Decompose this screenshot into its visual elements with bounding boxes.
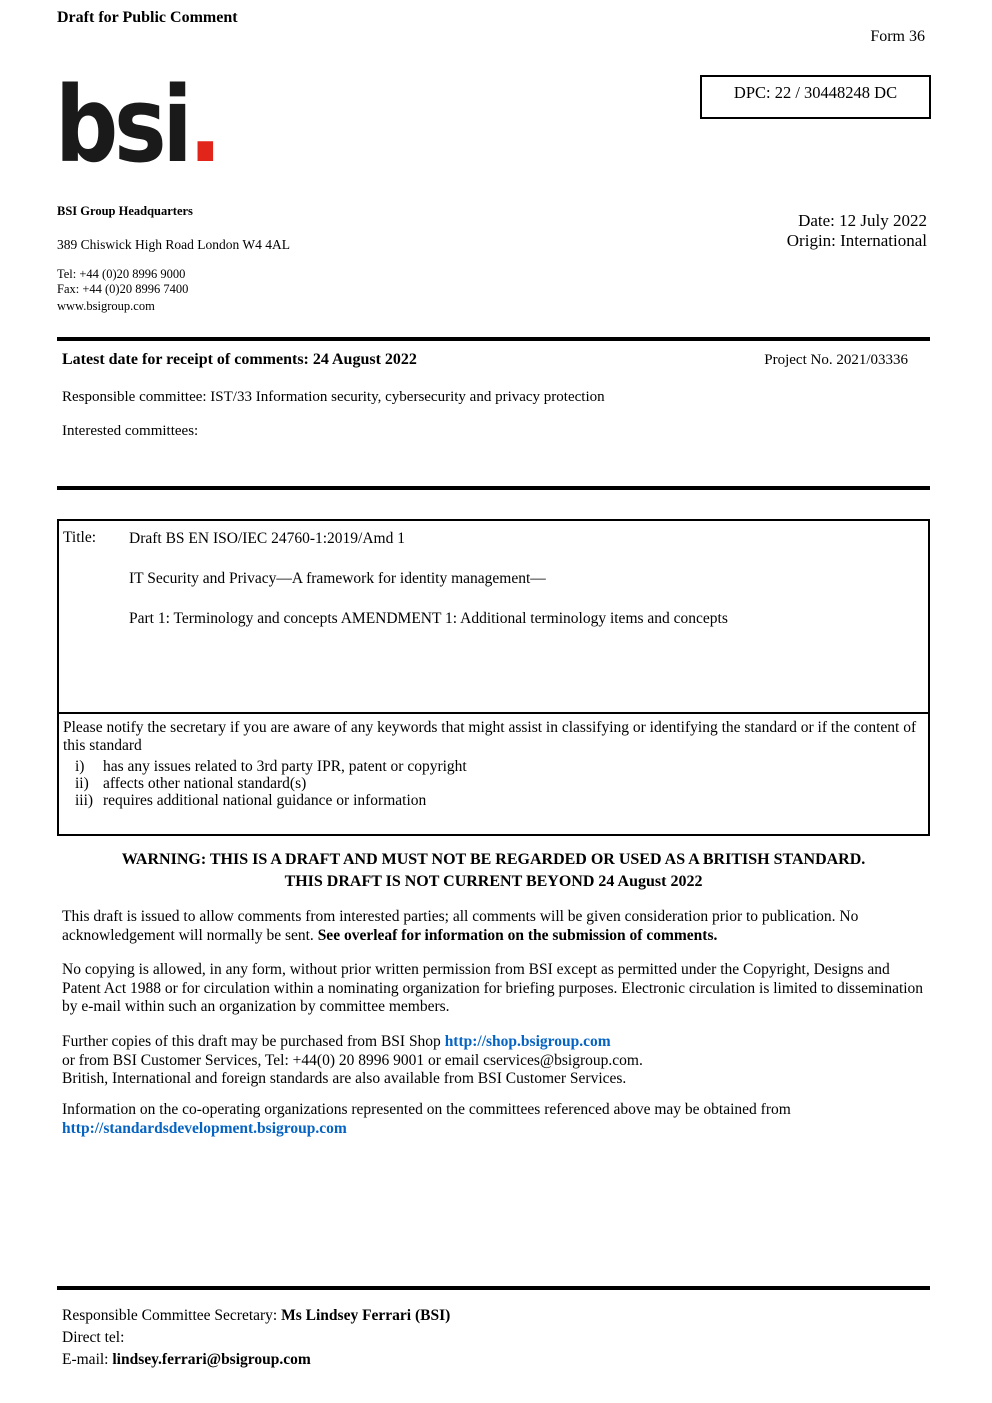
further-copies-line-2: or from BSI Customer Services, Tel: +44(0) 20 8996 9001 or email cservices@bsigroup.com.: [62, 1051, 643, 1069]
title-label: Title:: [63, 529, 97, 546]
keywords-item-1-numeral: i): [75, 758, 85, 775]
keywords-item-2: [75, 775, 920, 792]
secretary-name: Ms Lindsey Ferrari (BSI): [281, 1307, 451, 1324]
hq-label: BSI Group Headquarters: [57, 204, 193, 218]
horizontal-rule-top: [57, 337, 930, 341]
keywords-item-2-text: affects other national standard(s): [103, 775, 307, 792]
draft-for-public-comment-label: Draft for Public Comment: [57, 9, 238, 26]
draft-warning-line-2: THIS DRAFT IS NOT CURRENT BEYOND 24 August 2022: [284, 873, 703, 890]
comments-deadline-row: [57, 351, 930, 369]
interested-committees-line: Interested committees:: [62, 423, 199, 439]
dpc-number-box: [700, 75, 931, 119]
keywords-item-1-text: has any issues related to 3rd party IPR, patent or copyright: [103, 758, 467, 775]
horizontal-rule-middle: [57, 486, 930, 490]
paragraph-further-copies: [62, 1033, 930, 1089]
title-lines: [129, 529, 922, 628]
bsi-shop-link[interactable]: http://shop.bsigroup.com: [444, 1033, 611, 1050]
latest-date-label: Latest date for receipt of comments: 24 August 2022: [62, 351, 417, 368]
keywords-intro: Please notify the secretary if you are aware of any keywords that might assist in classifying or identifying the standard or if the content of this standard: [63, 719, 917, 754]
street-address: 389 Chiswick High Road London W4 4AL: [57, 237, 290, 252]
date-line: Date: 12 July 2022: [798, 211, 927, 230]
keywords-item-1: [75, 758, 920, 775]
title-section: [59, 521, 928, 714]
bsi-logo-text: bsi: [55, 64, 189, 186]
keywords-items: [63, 758, 920, 809]
email-label: E-mail:: [62, 1351, 113, 1368]
bsi-logo-dot: .: [188, 64, 223, 186]
secretary-line: [62, 1305, 450, 1327]
paragraph-comments-consideration: [62, 908, 930, 945]
further-copies-line-3: British, International and foreign standards are also available from BSI Customer Services.: [62, 1070, 627, 1087]
email-value: lindsey.ferrari@bsigroup.com: [112, 1351, 311, 1368]
dpc-number: DPC: 22 / 30448248 DC: [733, 83, 898, 102]
email-line: [62, 1349, 450, 1371]
form-number: Form 36: [870, 28, 925, 45]
standards-development-link[interactable]: http://standardsdevelopment.bsigroup.com: [62, 1119, 347, 1137]
address-block: [57, 205, 290, 313]
keywords-item-3-numeral: iii): [75, 792, 94, 809]
paragraph-cooperating-orgs: [62, 1101, 930, 1138]
website-line: www.bsigroup.com: [57, 299, 155, 313]
keywords-item-3-text: requires additional national guidance or information: [103, 792, 427, 809]
footer-contact-block: [62, 1305, 450, 1371]
further-copies-line-1: [62, 1033, 930, 1052]
title-part: Part 1: Terminology and concepts AMENDMENT 1: Additional terminology items and concepts: [129, 610, 728, 627]
date-origin-block: [787, 211, 927, 251]
title-box: [57, 519, 930, 836]
title-subject: IT Security and Privacy—A framework for identity management—: [129, 570, 546, 587]
keywords-item-2-numeral: ii): [75, 775, 89, 792]
keywords-section: [59, 714, 928, 834]
draft-warning: [57, 849, 930, 893]
fax-line: Fax: +44 (0)20 8996 7400: [57, 282, 189, 296]
paragraph-comments-bold-note: See overleaf for information on the submission of comments.: [317, 926, 718, 944]
title-standard-number: Draft BS EN ISO/IEC 24760-1:2019/Amd 1: [129, 530, 405, 547]
draft-warning-line-1: WARNING: THIS IS A DRAFT AND MUST NOT BE REGARDED OR USED AS A BRITISH STANDARD.: [121, 851, 866, 868]
paragraph-comments-text: This draft is issued to allow comments from interested parties; all comments will be given consideration prior to publication. No acknowledgement will normally be sent.: [62, 908, 859, 944]
horizontal-rule-bottom: [57, 1286, 930, 1290]
project-number: Project No. 2021/03336: [764, 352, 908, 368]
paragraph-no-copying: No copying is allowed, in any form, without prior written permission from BSI except as permitted under the Copyright, Designs and Patent Act 1988 or for circulation within a nominating organization for briefing purposes. Electronic circulation is limited to dissemination by e-mail within such an organization by committee members.: [62, 961, 924, 1015]
bsi-logo: [55, 64, 223, 186]
cooperating-orgs-text: Information on the co-operating organizations represented on the committees referenced above may be obtained from: [62, 1101, 791, 1118]
origin-line: Origin: International: [786, 231, 927, 250]
tel-line: Tel: +44 (0)20 8996 9000: [57, 267, 186, 281]
keywords-item-3: [75, 792, 920, 809]
further-copies-text: Further copies of this draft may be purchased from BSI Shop: [62, 1033, 445, 1050]
direct-tel-line: Direct tel:: [62, 1329, 125, 1346]
secretary-label: Responsible Committee Secretary:: [62, 1307, 282, 1324]
responsible-committee-line: Responsible committee: IST/33 Information security, cybersecurity and privacy protection: [62, 389, 605, 405]
